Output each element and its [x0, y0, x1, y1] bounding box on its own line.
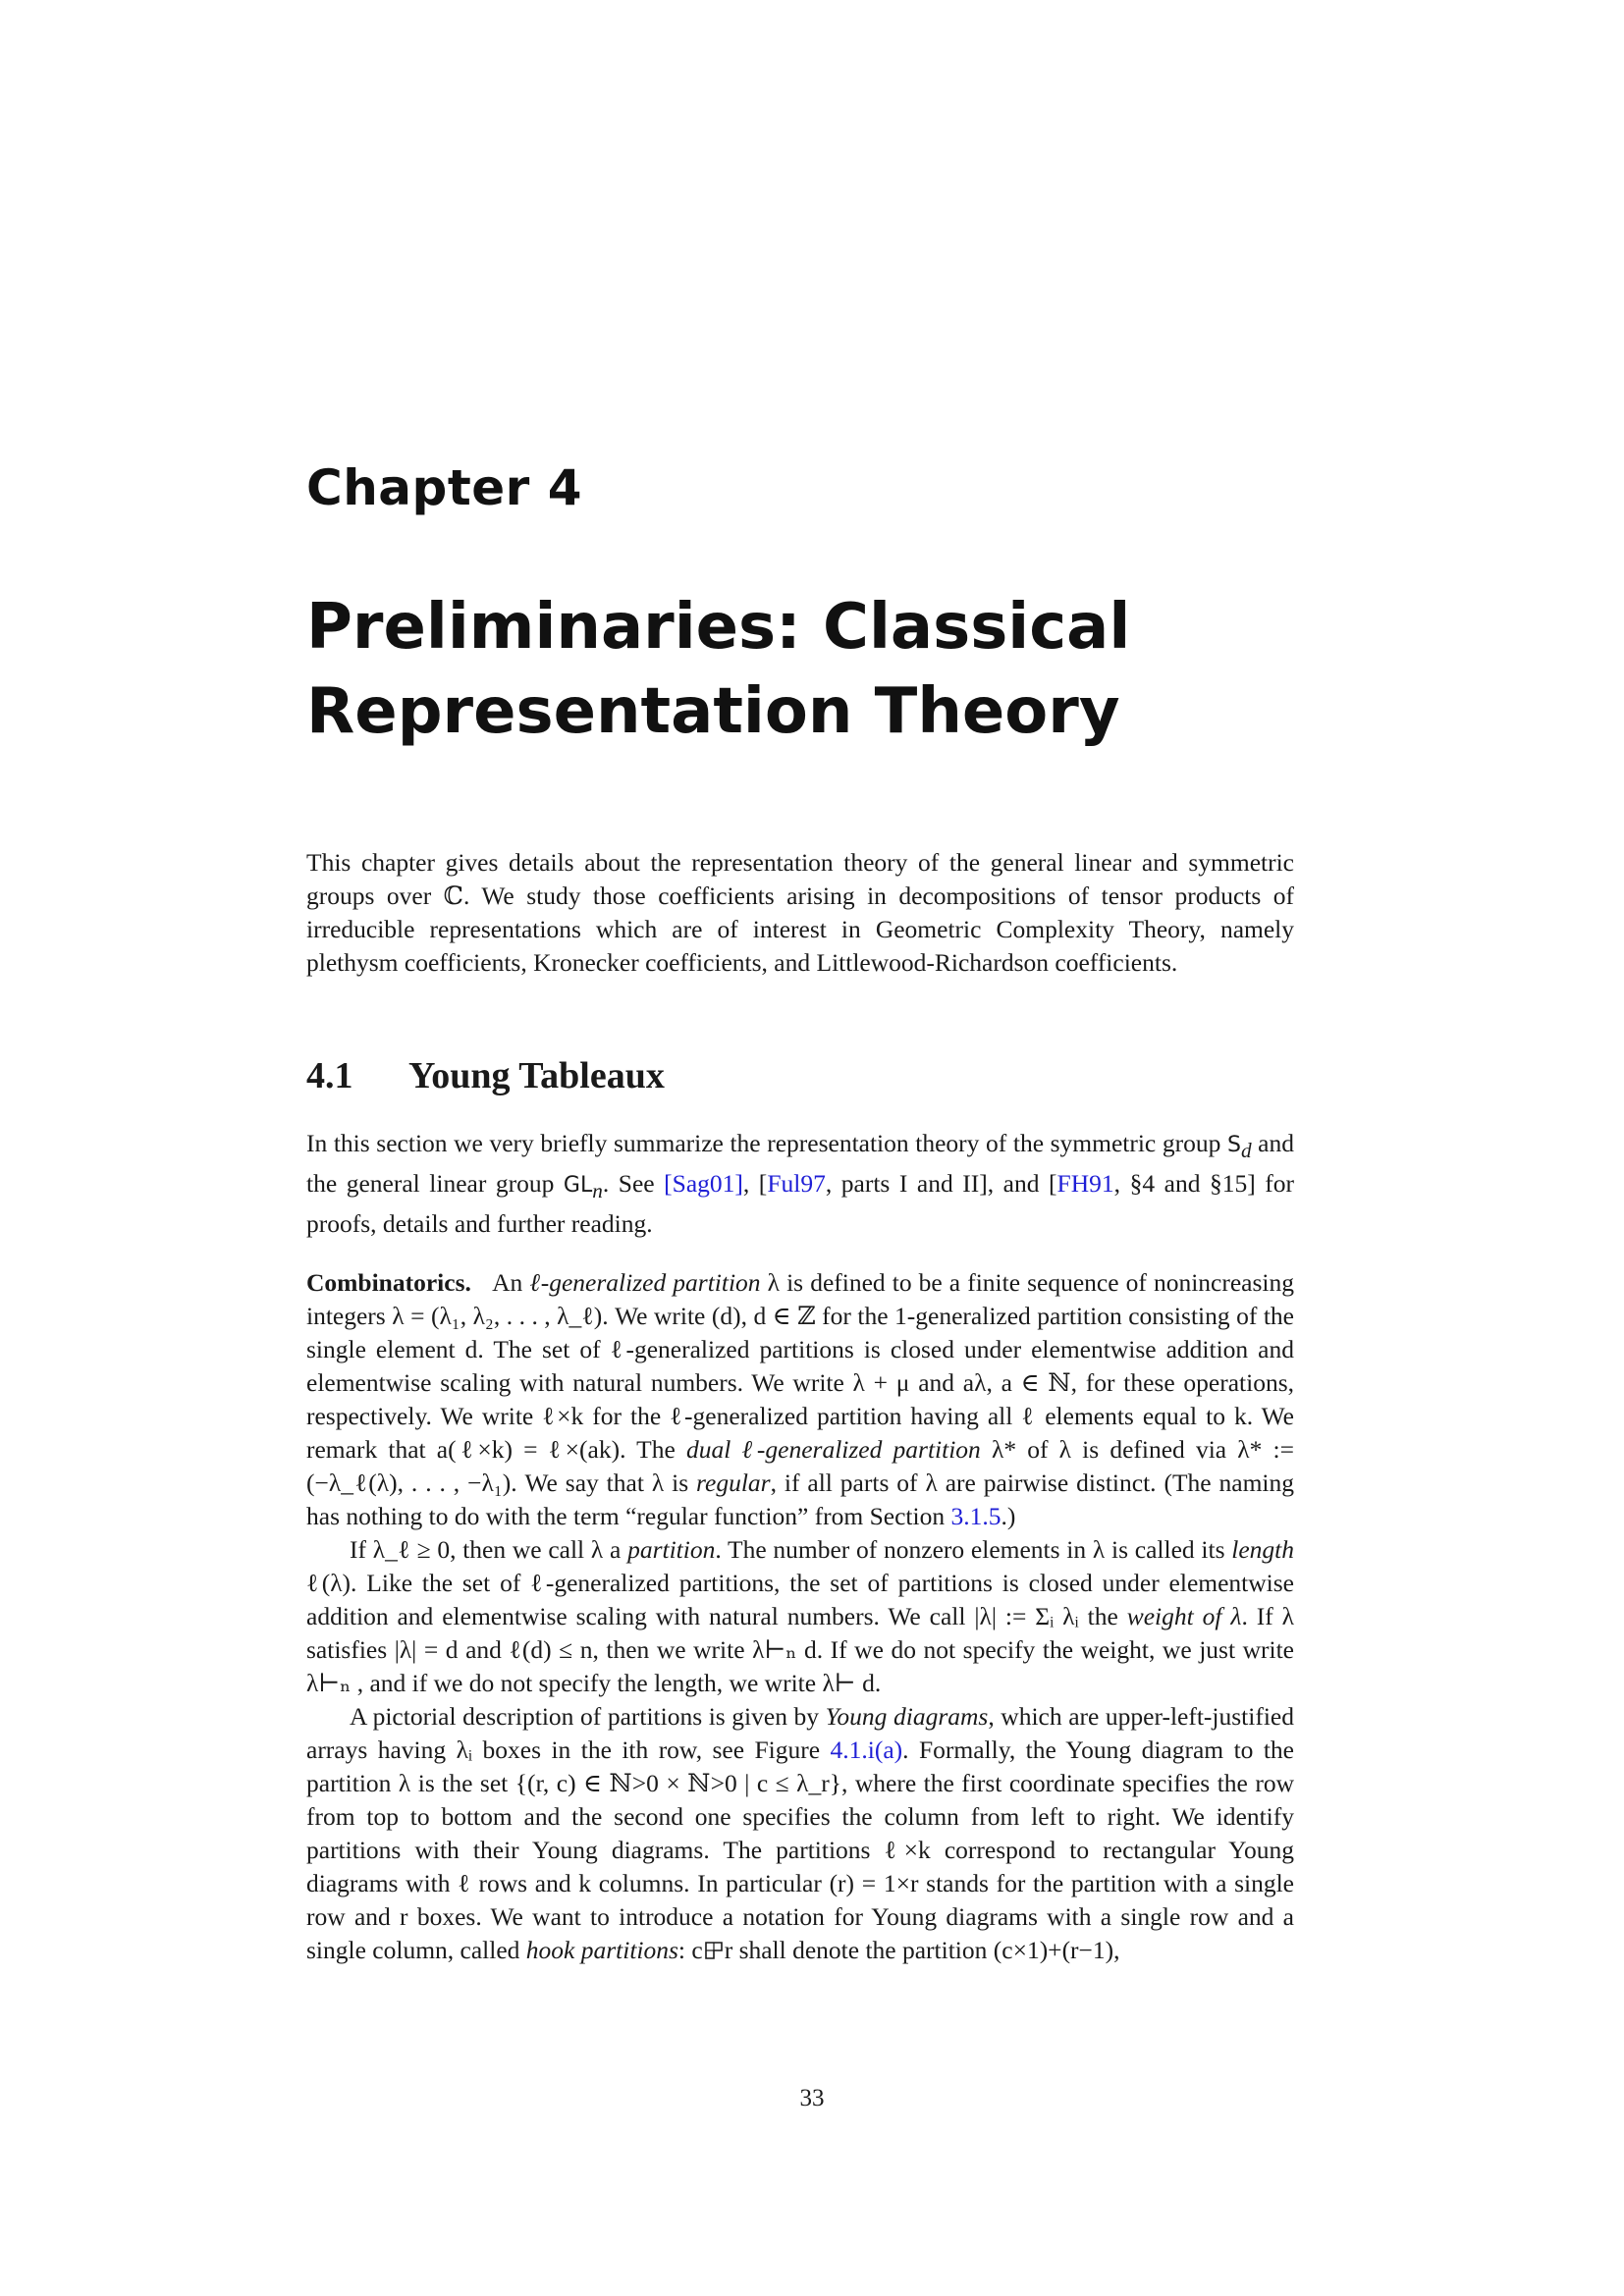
citation-ful97[interactable]: Ful97: [767, 1169, 826, 1199]
chapter-title-line-2: Representation Theory: [306, 675, 1120, 748]
combinatorics-paragraph-1: Combinatorics. An ℓ-generalized partition λ is defined to be a finite sequence of nonincreasing integers λ = (λ₁, λ₂, . . . , λ_ℓ). We write (d), d ∈ ℤ for the 1-generalized partition consisting of the single element d. The set of ℓ-generalized partitions is closed under elementwise addition and elementwise scaling with natural numbers. We write λ + μ and aλ, a ∈ ℕ, for these operations, respectively. We write ℓ×k for the ℓ-generalized partition having all ℓ elements equal to k. We remark that a(ℓ×k) = ℓ×(ak). The dual ℓ-generalized partition λ* of λ is defined via λ* := (−λ_ℓ(λ), . . . , −λ₁). We say that λ is regular, if all parts of λ are pairwise distinct. (The naming has nothing to do with the term “regular function” from Section 3.1.5.): [306, 1268, 1295, 1530]
chapter-title: [306, 585, 1327, 754]
chapter-label: Chapter 4: [306, 459, 582, 516]
section-heading: [306, 1054, 665, 1097]
section-number: 4.1: [306, 1055, 353, 1096]
combinatorics-block: [306, 1266, 1294, 1967]
section-ref-3-1-5[interactable]: 3.1.5: [950, 1502, 1001, 1530]
hook-partition-icon: [703, 1940, 725, 1961]
citation-sag01[interactable]: [Sag01]: [664, 1169, 743, 1199]
citation-fh91[interactable]: FH91: [1056, 1169, 1114, 1199]
combinatorics-paragraph-3: A pictorial description of partitions is given by Young diagrams, which are upper-left-justified arrays having λᵢ boxes in the ith row, see Figure 4.1.i(a). Formally, the Young diagram to the partition λ is the set {(r, c) ∈ ℕ>0 × ℕ>0 | c ≤ λ_r}, where the first coordinate specifies the row from top to bottom and the second one specifies the column from left to right. We identify partitions with their Young diagrams. The partitions ℓ×k correspond to rectangular Young diagrams with ℓ rows and k columns. In particular (r) = 1×r stands for the partition with a single row and r boxes. We want to introduce a notation for Young diagrams with a single row and a single column, called hook partitions: c r shall denote the partition (c×1)+(r−1),: [306, 1702, 1294, 1964]
figure-ref-4-1-i-a[interactable]: 4.1.i(a): [830, 1735, 903, 1764]
chapter-intro-paragraph: This chapter gives details about the representation theory of the general linear and symmetric groups over ℂ. We study those coefficients arising in decompositions of tensor products of irreducible representations which are of interest in Geometric Complexity Theory, namely plethysm coefficients, Kronecker coefficients, and Littlewood-Richardson coefficients.: [306, 848, 1294, 977]
page-number: 33: [799, 2085, 825, 2111]
combinatorics-paragraph-2: If λ_ℓ ≥ 0, then we call λ a partition. The number of nonzero elements in λ is called its length ℓ(λ). Like the set of ℓ-generalized partitions, the set of partitions is closed under elementwise addition and elementwise scaling with natural numbers. We call |λ| := Σᵢ λᵢ the weight of λ. If λ satisfies |λ| = d and ℓ(d) ≤ n, then we write λ⊢ₙ d. If we do not specify the weight, we just write λ⊢ₙ , and if we do not specify the length, we write λ⊢ d.: [306, 1535, 1295, 1697]
section-summary-paragraph: In this section we very briefly summarize the representation theory of the symmetric group $S_d$ and the general linear group $GL_n$. See [Sag01], [Ful97, parts I and II], and [FH91, §4 and §15] for proofs, details and further reading.: [306, 1129, 1295, 1239]
section-title: Young Tableaux: [408, 1055, 665, 1096]
combinatorics-heading: Combinatorics.: [306, 1268, 471, 1297]
chapter-title-line-1: Preliminaries: Classical: [306, 591, 1131, 664]
